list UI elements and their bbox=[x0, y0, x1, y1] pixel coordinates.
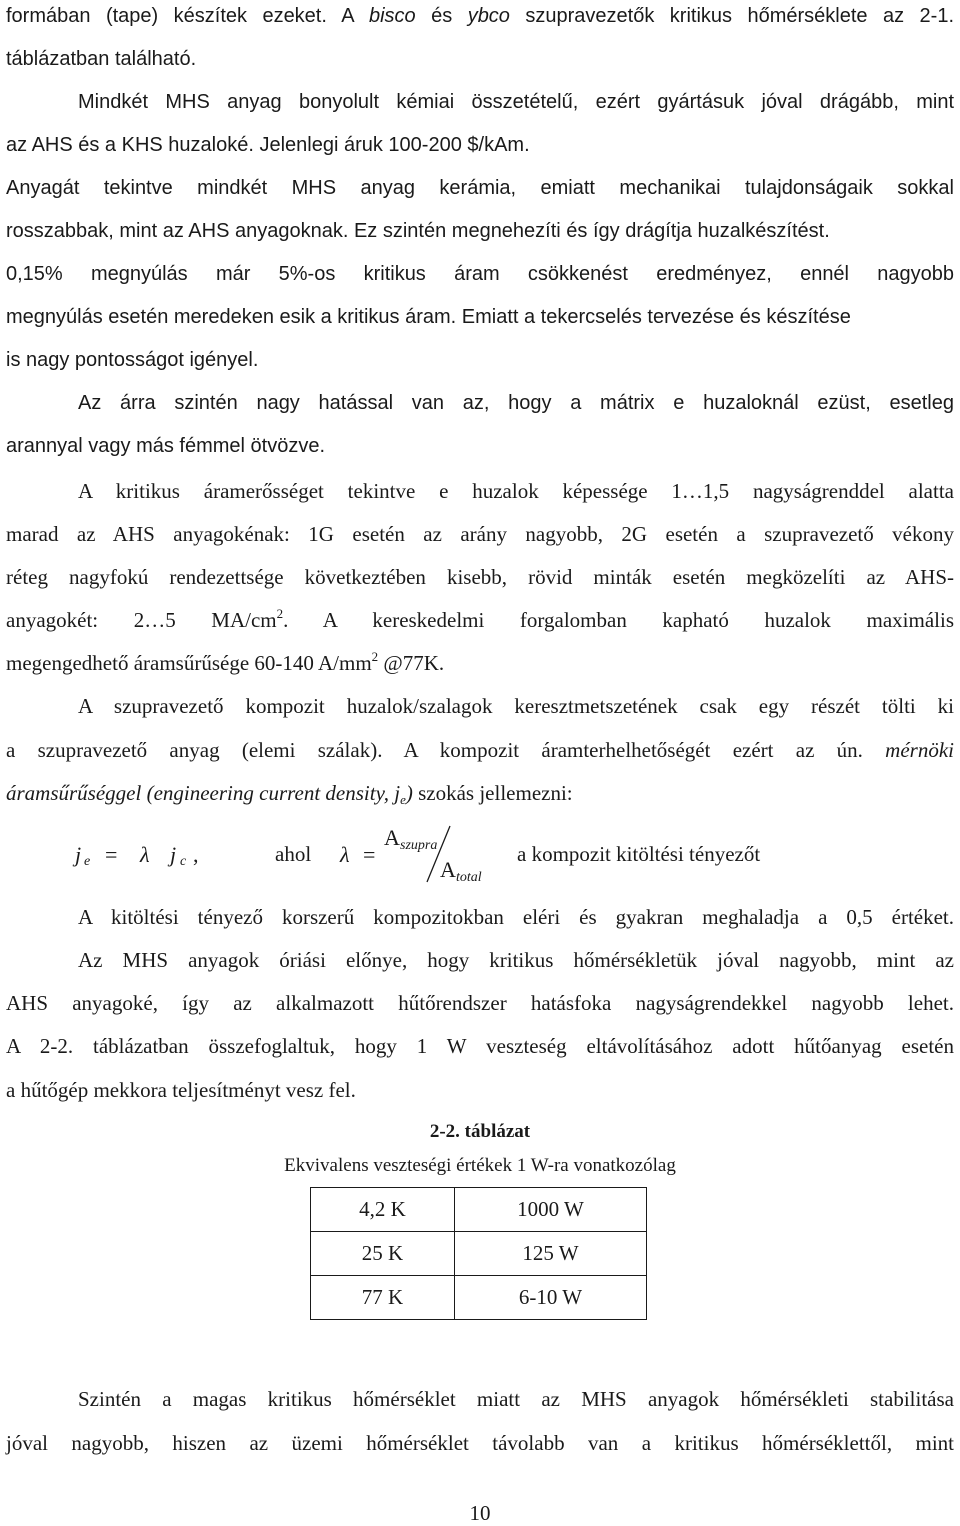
table-cell: 6-10 W bbox=[455, 1276, 647, 1320]
text-line: réteg nagyfokú rendezettsége következtében kisebb, rövid minták esetén megközelíti az AHS- bbox=[6, 565, 954, 589]
text-span: megengedhető áramsűrűsége 60-140 A/mm bbox=[6, 651, 372, 675]
superscript: 2 bbox=[276, 606, 284, 621]
text-line: Az MHS anyagok óriási előnye, hogy kritikus hőmérsékletük jóval nagyobb, mint az bbox=[78, 948, 954, 972]
formula bbox=[0, 825, 960, 888]
text-line: A szupravezető kompozit huzalok/szalagok keresztmetszetének csak egy részét tölti ki bbox=[78, 694, 954, 718]
text-line: megnyúlás esetén meredeken esik a kritikus áram. Emiatt a tekercselés tervezése és készítése bbox=[6, 306, 851, 328]
text-line: a hűtőgép mekkora teljesítményt vesz fel. bbox=[6, 1078, 356, 1102]
text-line: Mindkét MHS anyag bonyolult kémiai összetételű, ezért gyártásuk jóval drágább, mint bbox=[78, 91, 954, 113]
table-cell: 1000 W bbox=[455, 1188, 647, 1232]
superscript: 2 bbox=[371, 649, 379, 664]
text-line bbox=[6, 3, 954, 29]
table-cell: 25 K bbox=[311, 1232, 455, 1276]
table-cell: 125 W bbox=[455, 1232, 647, 1276]
formula-subscript: total bbox=[456, 870, 482, 885]
text-line: arannyal vagy más fémmel ötvözve. bbox=[6, 435, 326, 457]
text-span: és bbox=[415, 5, 468, 27]
text-line: jóval nagyobb, hiszen az üzemi hőmérséklet távolabb van a kritikus hőmérséklettől, mint bbox=[6, 1431, 954, 1455]
italic-term: ybco bbox=[467, 5, 510, 27]
text-span: @77K. bbox=[378, 651, 445, 675]
italic-term bbox=[6, 781, 413, 805]
text-line bbox=[6, 650, 444, 676]
formula-symbol: λ bbox=[340, 842, 350, 867]
formula-text: ahol bbox=[275, 842, 312, 866]
subscript: e bbox=[400, 792, 406, 807]
text-span: formában (tape) készítek ezeket. A bbox=[6, 5, 369, 27]
formula-symbol: = bbox=[105, 842, 118, 867]
formula-subscript: e bbox=[84, 854, 91, 869]
table-row bbox=[311, 1188, 647, 1232]
text-line: táblázatban található. bbox=[6, 48, 197, 70]
formula-symbol: , bbox=[193, 842, 199, 867]
text-line bbox=[6, 780, 573, 806]
italic-term: bisco bbox=[368, 5, 416, 27]
table-caption-number: 2-2. táblázat bbox=[429, 1121, 531, 1142]
text-line: A 2-2. táblázatban összefoglaltuk, hogy 1 W veszteség eltávolításához adott hűtőanyag esetén bbox=[6, 1034, 954, 1058]
table-cell: 77 K bbox=[311, 1276, 455, 1320]
text-line bbox=[6, 737, 954, 763]
table-cell: 4,2 K bbox=[311, 1188, 455, 1232]
formula-symbol: A bbox=[384, 825, 400, 850]
text-span: ) bbox=[405, 781, 413, 805]
text-line: A kritikus áramerősséget tekintve e huzalok képessége 1…1,5 nagyságrenddel alatta bbox=[78, 479, 954, 503]
text-line: Anyagát tekintve mindkét MHS anyag kerámia, emiatt mechanikai tulajdonságaik sokkal bbox=[6, 177, 954, 199]
table-row bbox=[311, 1276, 647, 1320]
text-span: szupravezetők kritikus hőmérséklete az 2-1. bbox=[509, 5, 954, 27]
text-line: az AHS és a KHS huzaloké. Jelenlegi áruk 100-200 $/kAm. bbox=[6, 134, 530, 156]
text-span: áramsűrűséggel (engineering current density, j bbox=[6, 781, 401, 805]
text-span: a szupravezető anyag (elemi szálak). A kompozit áramterhelhetőségét ezért az ún. bbox=[6, 738, 886, 762]
loss-table bbox=[310, 1187, 647, 1320]
text-line: AHS anyagoké, így az alkalmazott hűtőrendszer hatásfoka nagyságrendekkel nagyobb lehet. bbox=[6, 991, 954, 1015]
italic-term: mérnöki bbox=[885, 738, 954, 762]
formula-subscript: c bbox=[180, 854, 187, 869]
text-line: is nagy pontosságot igényel. bbox=[6, 349, 259, 371]
text-line: A kitöltési tényező korszerű kompozitokban eléri és gyakran meghaladja a 0,5 értéket. bbox=[78, 905, 954, 929]
formula-symbol: A bbox=[440, 857, 456, 882]
text-line: rosszabbak, mint az AHS anyagoknak. Ez szintén megnehezíti és így drágítja huzalkészítést. bbox=[6, 220, 830, 242]
formula-symbol: λ bbox=[140, 842, 150, 867]
table-row bbox=[311, 1232, 647, 1276]
text-span: szokás jellemezni: bbox=[412, 781, 573, 805]
formula-subscript: szupra bbox=[400, 838, 438, 853]
page-number: 10 bbox=[469, 1501, 491, 1525]
text-span: . A kereskedelmi forgalomban kapható huzalok maximális bbox=[283, 608, 954, 632]
formula-symbol: = bbox=[363, 842, 376, 867]
text-line: 0,15% megnyúlás már 5%-os kritikus áram csökkenést eredményez, ennél nagyobb bbox=[6, 263, 954, 285]
text-span: anyagokét: 2…5 MA/cm bbox=[6, 608, 277, 632]
text-line: Szintén a magas kritikus hőmérséklet miatt az MHS anyagok hőmérsékleti stabilitása bbox=[78, 1387, 954, 1411]
text-line: marad az AHS anyagokénak: 1G esetén az arány nagyobb, 2G esetén a szupravezető vékony bbox=[6, 522, 954, 546]
table-caption-title: Ekvivalens veszteségi értékek 1 W-ra vonatkozólag bbox=[284, 1155, 676, 1176]
formula-symbol: j bbox=[170, 842, 177, 867]
formula-description: a kompozit kitöltési tényezőt bbox=[517, 842, 761, 866]
formula-symbol: j bbox=[75, 842, 82, 867]
text-line bbox=[6, 607, 954, 633]
text-line: Az árra szintén nagy hatással van az, hogy a mátrix e huzaloknál ezüst, esetleg bbox=[78, 392, 954, 414]
